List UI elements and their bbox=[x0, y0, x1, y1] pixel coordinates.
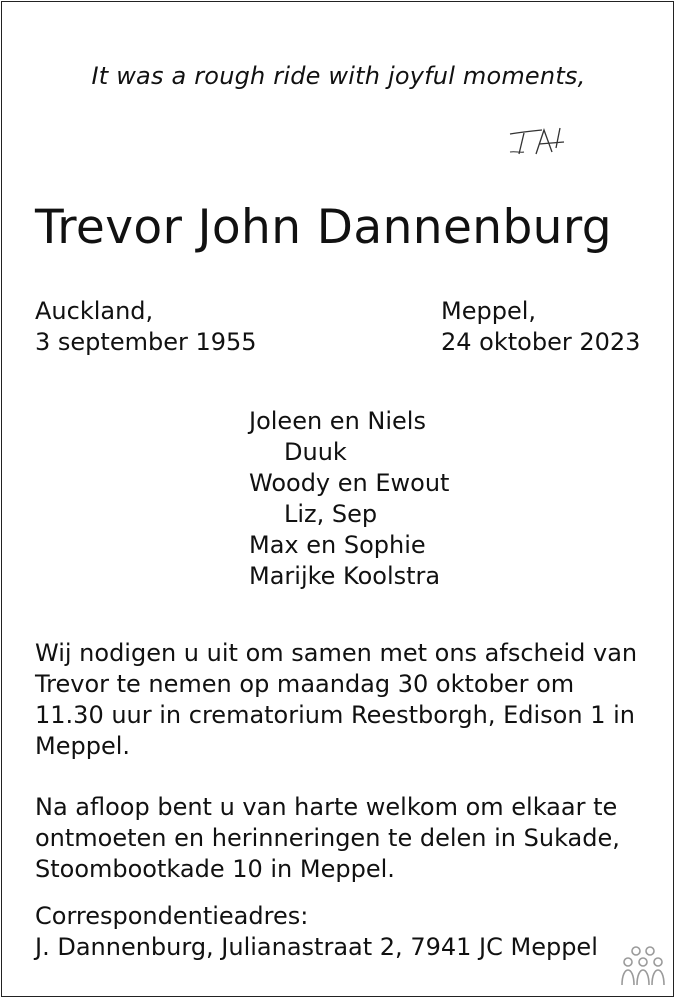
family-member: Woody en Ewout bbox=[249, 469, 450, 497]
correspondence-label: Correspondentieadres: bbox=[35, 902, 309, 930]
signature-icon bbox=[508, 124, 572, 160]
family-member: Max en Sophie bbox=[249, 531, 426, 559]
birth-date: 3 september 1955 bbox=[35, 328, 257, 356]
reception-text: Na afloop bent u van harte welkom om elkaar te ontmoeten en herinneringen te delen in Sukade, Stoombootkade 10 in Meppel. bbox=[35, 793, 620, 883]
death-info bbox=[441, 296, 640, 358]
family-member: Duuk bbox=[284, 438, 347, 466]
motto: It was a rough ride with joyful moments, bbox=[91, 62, 586, 90]
death-date: 24 oktober 2023 bbox=[441, 328, 641, 356]
deceased-name: Trevor John Dannenburg bbox=[35, 200, 612, 255]
family-member: Liz, Sep bbox=[284, 500, 378, 528]
invitation-text: Wij nodigen u uit om samen met ons afscheid van Trevor te nemen op maandag 30 oktober om 11.30 uur in crematorium Reestborgh, Edison 1 in Meppel. bbox=[35, 639, 638, 760]
death-place: Meppel, bbox=[441, 297, 537, 325]
community-logo-icon bbox=[620, 945, 666, 987]
family-member: Marijke Koolstra bbox=[249, 562, 441, 590]
family-list bbox=[249, 406, 449, 592]
birth-info bbox=[35, 296, 257, 358]
correspondence-block bbox=[35, 901, 650, 963]
correspondence-address: J. Dannenburg, Julianastraat 2, 7941 JC Meppel bbox=[35, 933, 598, 961]
birth-place: Auckland, bbox=[35, 297, 154, 325]
family-member: Joleen en Niels bbox=[249, 407, 426, 435]
